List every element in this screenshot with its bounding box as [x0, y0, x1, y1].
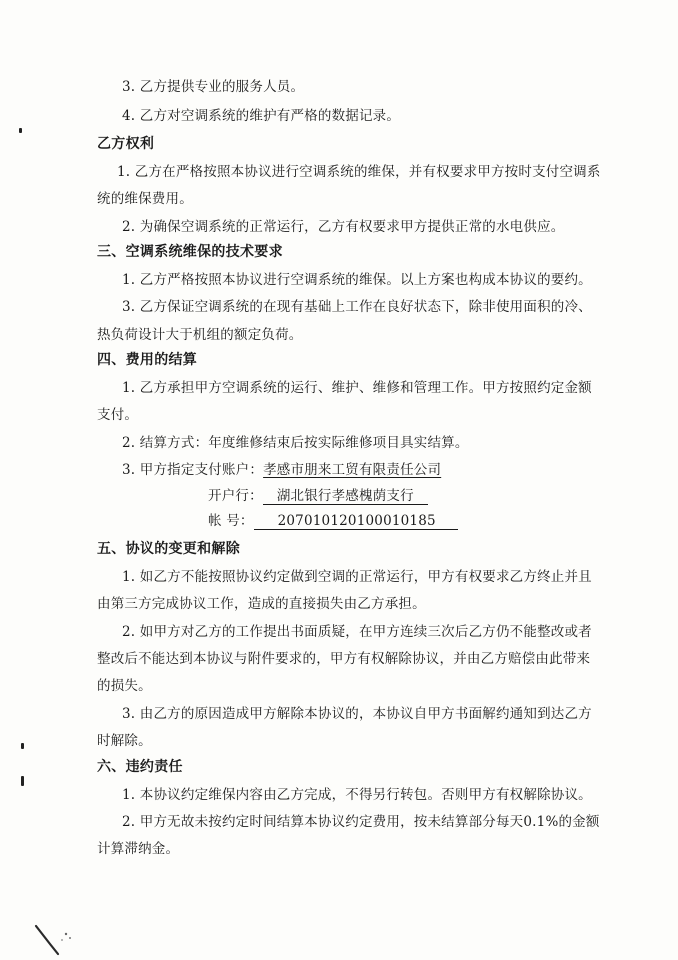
text-line: 2. 如甲方对乙方的工作提出书面质疑，在甲方连续三次后乙方仍不能整改或者: [122, 624, 592, 640]
acct-value: 2070101201000101​85: [254, 513, 458, 530]
scan-speck: [21, 743, 24, 749]
bank-label: 开户行：: [208, 488, 263, 504]
text-line: 1. 乙方在严格按照本协议进行空调系统的维保，并有权要求甲方按时支付空调系: [117, 164, 601, 180]
text-line: 1. 本协议约定维保内容由乙方完成，不得另行转包。否则甲方有权解除协议。: [122, 787, 592, 803]
text-line: 1. 乙方严格按照本协议进行空调系统的维保。以上方案也构成本协议的要约。: [122, 272, 592, 288]
text-line: 2. 为确保空调系统的正常运行，乙方有权要求甲方提供正常的水电供应。: [122, 219, 565, 235]
text-line: 1. 乙方承担甲方空调系统的运行、维护、维修和管理工作。甲方按照约定金额: [122, 380, 592, 396]
scan-speck: [19, 128, 22, 133]
acct-label: 帐 号：: [208, 513, 254, 529]
text-line: 计算滞纳金。: [97, 841, 180, 857]
section-heading: 六、违约责任: [97, 759, 183, 775]
text-line: 4. 乙方对空调系统的维护有严格的数据记录。: [122, 108, 401, 124]
bank-value: 湖北银行孝感槐荫支行: [263, 488, 428, 505]
section-heading: 四、费用的结算: [97, 352, 198, 368]
bank-row: [208, 487, 428, 505]
text-line: 支付。: [97, 407, 139, 423]
text-line: 的损失。: [97, 678, 152, 694]
text-line: 统的维保费用。: [97, 191, 193, 207]
account-name: 孝感市朋来工贸有限责任公司: [263, 462, 442, 478]
account-row: [122, 461, 441, 479]
text-line: 由第三方完成协议工作，造成的直接损失由乙方承担。: [97, 596, 426, 612]
acct-row: [208, 512, 458, 530]
text-line: 热负荷设计大于机组的额定负荷。: [97, 327, 303, 343]
account-label: 3. 甲方指定支付账户：: [122, 462, 264, 478]
text-line: 2. 结算方式：年度维修结束后按实际维修项目具实结算。: [122, 435, 469, 451]
text-line: 1. 如乙方不能按照协议约定做到空调的正常运行，甲方有权要求乙方终止并且: [122, 569, 592, 585]
text-line: 2. 甲方无故未按约定时间结算本协议约定费用，按未结算部分每天0.1%的金额: [122, 814, 600, 830]
section-heading: 五、协议的变更和解除: [97, 541, 240, 557]
text-line: 时解除。: [97, 733, 152, 749]
section-heading: 乙方权利: [97, 136, 155, 152]
text-line: 3. 由乙方的原因造成甲方解除本协议的，本协议自甲方书面解约通知到达乙方: [122, 706, 592, 722]
text-line: 3. 乙方保证空调系统的在现有基础上工作在良好状态下，除非使用面积的冷、: [122, 299, 592, 315]
scan-smudge: [32, 924, 78, 960]
text-line: 3. 乙方提供专业的服务人员。: [122, 79, 305, 95]
text-line: 整改后不能达到本协议与附件要求的，甲方有权解除协议，并由乙方赔偿由此带来: [97, 651, 591, 667]
section-heading: 三、空调系统维保的技术要求: [97, 244, 283, 260]
scan-speck: [21, 776, 24, 786]
